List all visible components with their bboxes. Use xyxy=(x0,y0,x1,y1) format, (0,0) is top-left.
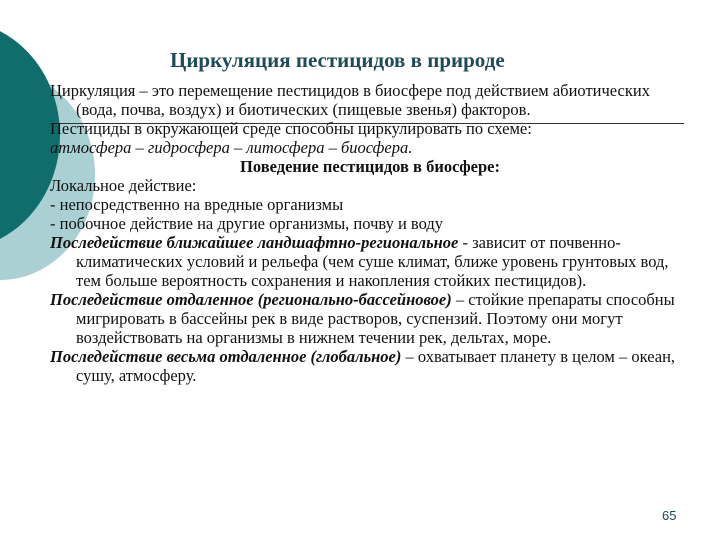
paragraph-scheme: атмосфера – гидросфера – литосфера – биосфера. xyxy=(50,138,413,157)
list-item-side-effect: - побочное действие на другие организмы, почву и воду xyxy=(50,214,444,233)
text-remote: – стойкие препараты способны мигрировать в бассейны рек в виде растворов, суспензий. Поэтому они могут воздействовать на организмы в нижнем течении рек, дельтах, море. xyxy=(76,290,675,347)
paragraph-circulation: Пестициды в окружающей среде способны циркулировать по схеме: xyxy=(50,119,532,138)
text-global: – охватывает планету в целом – океан, сушу, атмосферу. xyxy=(76,347,676,385)
paragraph-aftereffect-remote xyxy=(50,290,690,347)
paragraph-local-action: Локальное действие: xyxy=(50,176,197,195)
paragraph-aftereffect-global xyxy=(50,347,690,385)
section-heading: Поведение пестицидов в биосфере: xyxy=(240,157,500,176)
list-item-direct: - непосредственно на вредные организмы xyxy=(50,195,344,214)
term-global: Последействие весьма отдаленное (глобальное) xyxy=(50,347,402,366)
slide-body xyxy=(50,81,690,385)
term-near: Последействие ближайшее ландшафтно-региональное xyxy=(50,233,459,252)
page-number: 65 xyxy=(662,508,677,523)
text-near: - зависит от почвенно-климатических условий и рельефа (чем суше климат, ближе уровень грунтовых вод, тем больше вероятность сохранения и накопления стойких пестицидов). xyxy=(76,233,669,290)
term-remote: Последействие отдаленное (регионально-бассейновое) xyxy=(50,290,452,309)
paragraph-aftereffect-near xyxy=(50,233,690,290)
paragraph-definition: Циркуляция – это перемещение пестицидов в биосфере под действием абиотических (вода, почва, воздух) и биотических (пищевые звенья) факторов. xyxy=(50,81,650,119)
slide-title: Циркуляция пестицидов в природе xyxy=(170,48,505,72)
